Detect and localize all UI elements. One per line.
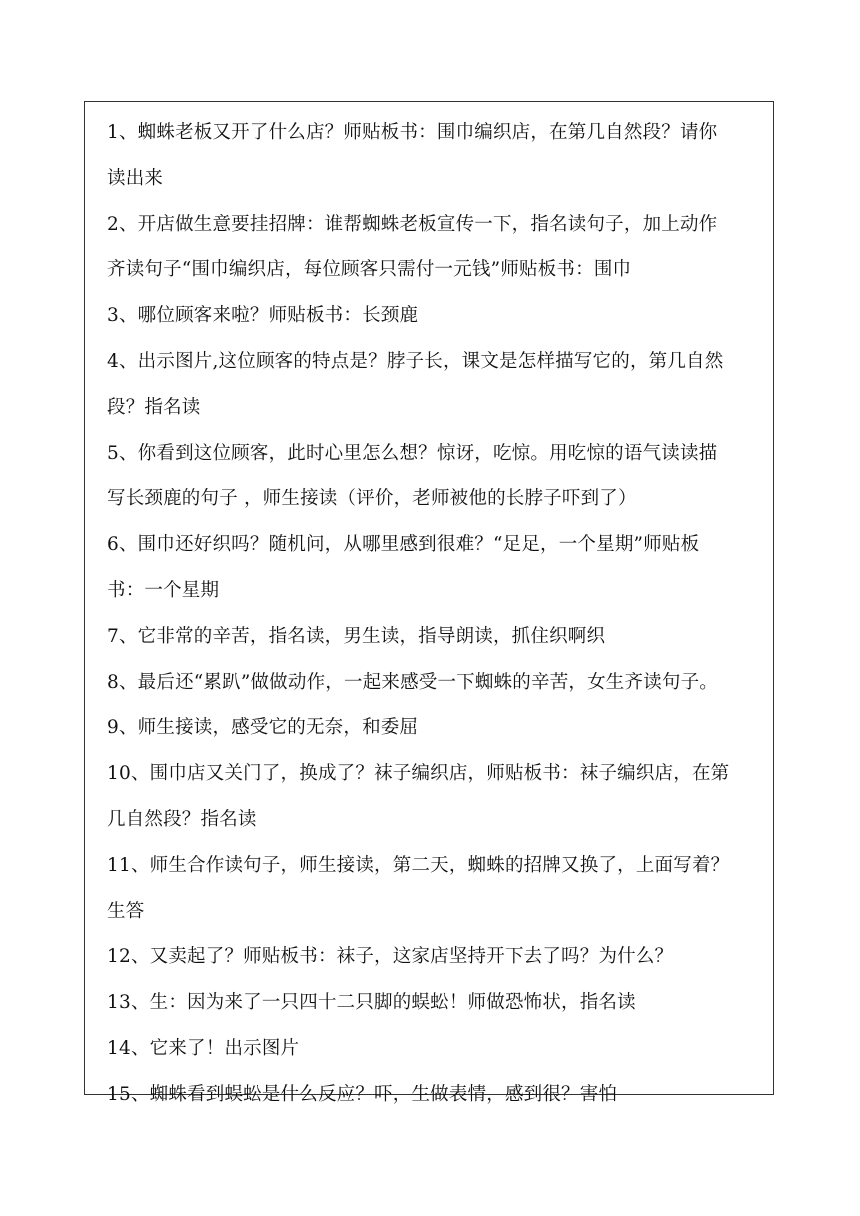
text-line: 3、哪位顾客来啦？师贴板书：长颈鹿 [107,305,419,327]
lesson-steps-table-cell [84,101,774,1105]
text-line: 1、蜘蛛老板又开了什么店？师贴板书：围巾编织店，在第几自然段？请你 [107,122,718,143]
text-line: 读出来 [107,167,164,189]
text-line: 书：一个星期 [107,579,220,601]
text-line: 齐读句子“围巾编织店，每位顾客只需付一元钱”师贴板书：围巾 [107,259,632,281]
text-line: 11、师生合作读句子，师生接读，第二天，蜘蛛的招牌又换了，上面写着？ [107,854,730,876]
text-line: 几自然段？指名读 [107,808,257,830]
text-line: 15、蜘蛛看到蜈蚣是什么反应？吓，生做表情，感到很？害怕 [107,1083,618,1105]
text-line: 7、它非常的辛苦，指名读，男生读，指导朗读，抓住织啊织 [107,625,606,647]
text-line: 段？指名读 [107,396,201,418]
text-line: 6、围巾还好织吗？随机问，从哪里感到很难？“足足，一个星期”师贴板 [107,534,700,556]
text-line: 生答 [107,900,145,922]
text-line: 8、最后还“累趴”做做动作，一起来感受一下蜘蛛的辛苦，女生齐读句子。 [107,671,718,693]
text-line: 5、你看到这位顾客，此时心里怎么想？惊讶，吃惊。用吃惊的语气读读描 [107,442,718,464]
text-line: 13、生：因为来了一只四十二只脚的蜈蚣！师做恐怖状，指名读 [107,992,636,1014]
text-line: 14、它来了！出示图片 [107,1037,300,1059]
text-line: 12、又卖起了？师贴板书：袜子，这家店坚持开下去了吗？为什么？ [107,946,674,968]
text-line: 9、师生接读，感受它的无奈，和委屈 [107,717,419,739]
text-line: 4、出示图片,这位顾客的特点是？脖子长，课文是怎样描写它的，第几自然 [107,350,724,372]
lesson-steps-text [107,110,773,1118]
text-line: 2、开店做生意要挂招牌：谁帮蜘蛛老板宣传一下，指名读句子，加上动作 [107,213,718,235]
text-line: 10、围巾店又关门了，换成了？袜子编织店，师贴板书：袜子编织店，在第 [107,763,730,785]
text-line: 写长颈鹿的句子 ，师生接读（评价，老师被他的长脖子吓到了） [107,488,637,510]
